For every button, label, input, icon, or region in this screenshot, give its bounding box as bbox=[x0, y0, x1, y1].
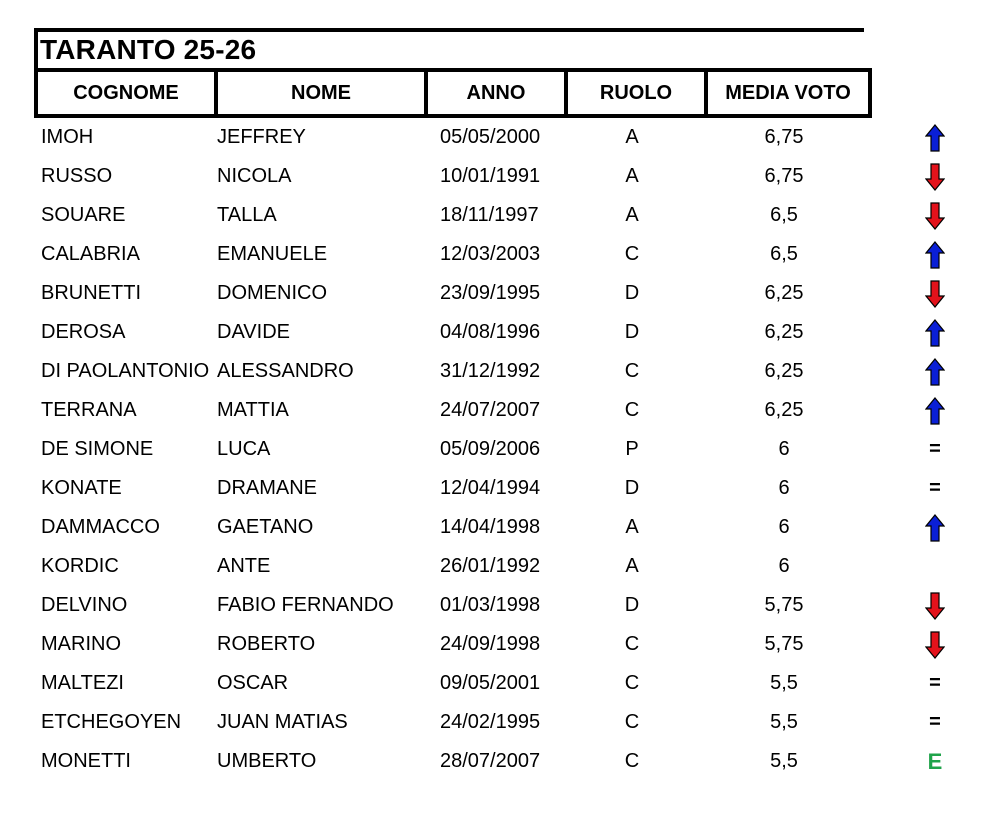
anno-cell: 01/03/1998 bbox=[440, 594, 541, 616]
media-voto-cell: 6,5 bbox=[770, 204, 798, 226]
table-row bbox=[0, 469, 1001, 508]
new-entry-icon: E bbox=[927, 749, 943, 774]
trend-cell bbox=[910, 664, 960, 703]
anno-cell: 26/01/1992 bbox=[440, 555, 541, 577]
cognome-cell: MONETTI bbox=[41, 750, 131, 772]
trend-cell bbox=[910, 391, 960, 430]
table-row bbox=[0, 508, 1001, 547]
trend-cell bbox=[910, 625, 960, 664]
anno-cell: 09/05/2001 bbox=[440, 672, 541, 694]
trend-cell bbox=[910, 235, 960, 274]
up-arrow-icon bbox=[925, 514, 945, 542]
cognome-cell: CALABRIA bbox=[41, 243, 140, 265]
nome-cell: DAVIDE bbox=[217, 321, 290, 343]
ruolo-cell: A bbox=[625, 165, 639, 187]
media-voto-cell: 6 bbox=[778, 477, 790, 499]
table-row bbox=[0, 625, 1001, 664]
ruolo-cell: C bbox=[624, 750, 640, 772]
table-row bbox=[0, 391, 1001, 430]
media-voto-cell: 6,25 bbox=[764, 282, 804, 304]
media-voto-cell: 6,25 bbox=[764, 321, 804, 343]
table-row bbox=[0, 547, 1001, 586]
equal-sign-icon: = bbox=[929, 711, 941, 733]
ruolo-cell: D bbox=[624, 282, 640, 304]
anno-cell: 28/07/2007 bbox=[440, 750, 541, 772]
nome-cell: TALLA bbox=[217, 204, 277, 226]
trend-cell bbox=[910, 274, 960, 313]
header-cognome: COGNOME bbox=[38, 72, 218, 114]
media-voto-cell: 6,75 bbox=[764, 165, 804, 187]
table-header bbox=[34, 68, 872, 118]
trend-cell bbox=[910, 352, 960, 391]
trend-cell bbox=[910, 703, 960, 742]
nome-cell: DRAMANE bbox=[217, 477, 318, 499]
trend-cell bbox=[910, 430, 960, 469]
table-row bbox=[0, 430, 1001, 469]
media-voto-cell: 6,75 bbox=[764, 126, 804, 148]
header-nome: NOME bbox=[218, 72, 428, 114]
anno-cell: 12/04/1994 bbox=[440, 477, 541, 499]
ruolo-cell: A bbox=[625, 126, 639, 148]
table-row bbox=[0, 586, 1001, 625]
anno-cell: 18/11/1997 bbox=[440, 204, 539, 226]
ruolo-cell: A bbox=[625, 204, 639, 226]
ruolo-cell: C bbox=[624, 711, 640, 733]
up-arrow-icon bbox=[925, 397, 945, 425]
trend-cell bbox=[910, 118, 960, 157]
nome-cell: ANTE bbox=[217, 555, 271, 577]
media-voto-cell: 5,5 bbox=[770, 711, 798, 733]
nome-cell: NICOLA bbox=[217, 165, 292, 187]
trend-cell bbox=[910, 196, 960, 235]
table-row bbox=[0, 352, 1001, 391]
media-voto-cell: 5,75 bbox=[764, 594, 804, 616]
cognome-cell: DI PAOLANTONIO bbox=[41, 360, 210, 382]
anno-cell: 24/02/1995 bbox=[440, 711, 541, 733]
nome-cell: JEFFREY bbox=[217, 126, 306, 148]
header-anno: ANNO bbox=[428, 72, 568, 114]
trend-cell bbox=[910, 547, 960, 586]
cognome-cell: BRUNETTI bbox=[41, 282, 141, 304]
nome-cell: OSCAR bbox=[217, 672, 289, 694]
nome-cell: UMBERTO bbox=[217, 750, 317, 772]
cognome-cell: DELVINO bbox=[41, 594, 128, 616]
table-row bbox=[0, 313, 1001, 352]
trend-cell bbox=[910, 586, 960, 625]
ruolo-cell: P bbox=[625, 438, 639, 460]
equal-sign-icon: = bbox=[929, 477, 941, 499]
anno-cell: 31/12/1992 bbox=[440, 360, 541, 382]
cognome-cell: DEROSA bbox=[41, 321, 126, 343]
trend-cell bbox=[910, 742, 960, 781]
anno-cell: 05/05/2000 bbox=[440, 126, 541, 148]
table-row bbox=[0, 196, 1001, 235]
nome-cell: GAETANO bbox=[217, 516, 314, 538]
ruolo-cell: D bbox=[624, 321, 640, 343]
ruolo-cell: A bbox=[625, 555, 639, 577]
table-row bbox=[0, 274, 1001, 313]
ruolo-cell: C bbox=[624, 243, 640, 265]
ruolo-cell: C bbox=[624, 360, 640, 382]
media-voto-cell: 5,5 bbox=[770, 672, 798, 694]
nome-cell: DOMENICO bbox=[217, 282, 327, 304]
up-arrow-icon bbox=[925, 319, 945, 347]
up-arrow-icon bbox=[925, 358, 945, 386]
nome-cell: ALESSANDRO bbox=[217, 360, 354, 382]
nome-cell: ROBERTO bbox=[217, 633, 316, 655]
table-row bbox=[0, 703, 1001, 742]
media-voto-cell: 6,5 bbox=[770, 243, 798, 265]
nome-cell: EMANUELE bbox=[217, 243, 328, 265]
cognome-cell: DAMMACCO bbox=[41, 516, 160, 538]
cognome-cell: SOUARE bbox=[41, 204, 126, 226]
anno-cell: 24/07/2007 bbox=[440, 399, 541, 421]
cognome-cell: ETCHEGOYEN bbox=[41, 711, 182, 733]
anno-cell: 14/04/1998 bbox=[440, 516, 541, 538]
up-arrow-icon bbox=[925, 241, 945, 269]
down-arrow-icon bbox=[925, 631, 945, 659]
ruolo-cell: A bbox=[625, 516, 639, 538]
page-title: TARANTO 25-26 bbox=[40, 34, 257, 65]
ruolo-cell: C bbox=[624, 399, 640, 421]
ruolo-cell: C bbox=[624, 633, 640, 655]
cognome-cell: KORDIC bbox=[41, 555, 119, 577]
anno-cell: 05/09/2006 bbox=[440, 438, 541, 460]
trend-cell bbox=[910, 508, 960, 547]
table-row bbox=[0, 742, 1001, 781]
media-voto-cell: 5,5 bbox=[770, 750, 798, 772]
cognome-cell: MALTEZI bbox=[41, 672, 124, 694]
header-media-voto: MEDIA VOTO bbox=[725, 81, 851, 104]
media-voto-cell: 6 bbox=[778, 516, 790, 538]
media-voto-cell: 5,75 bbox=[764, 633, 804, 655]
header-ruolo: RUOLO bbox=[568, 72, 708, 114]
media-voto-cell: 6 bbox=[778, 555, 790, 577]
trend-cell bbox=[910, 157, 960, 196]
ruolo-cell: C bbox=[624, 672, 640, 694]
equal-sign-icon: = bbox=[929, 672, 941, 694]
table-row bbox=[0, 235, 1001, 274]
down-arrow-icon bbox=[925, 280, 945, 308]
nome-cell: MATTIA bbox=[217, 399, 289, 421]
trend-cell bbox=[910, 469, 960, 508]
cognome-cell: IMOH bbox=[41, 126, 94, 148]
up-arrow-icon bbox=[925, 124, 945, 152]
anno-cell: 04/08/1996 bbox=[440, 321, 541, 343]
media-voto-cell: 6 bbox=[778, 438, 790, 460]
cognome-cell: TERRANA bbox=[41, 399, 137, 421]
down-arrow-icon bbox=[925, 163, 945, 191]
nome-cell: JUAN MATIAS bbox=[217, 711, 348, 733]
anno-cell: 23/09/1995 bbox=[440, 282, 541, 304]
cognome-cell: KONATE bbox=[41, 477, 122, 499]
anno-cell: 10/01/1991 bbox=[440, 165, 541, 187]
media-voto-cell: 6,25 bbox=[764, 360, 804, 382]
nome-cell: FABIO FERNANDO bbox=[217, 594, 394, 616]
media-voto-cell: 6,25 bbox=[764, 399, 804, 421]
ruolo-cell: D bbox=[624, 594, 640, 616]
equal-sign-icon: = bbox=[929, 438, 941, 460]
down-arrow-icon bbox=[925, 592, 945, 620]
table-row bbox=[0, 157, 1001, 196]
ruolo-cell: D bbox=[624, 477, 640, 499]
anno-cell: 12/03/2003 bbox=[440, 243, 541, 265]
cognome-cell: RUSSO bbox=[41, 165, 113, 187]
trend-cell bbox=[910, 313, 960, 352]
table-row bbox=[0, 118, 1001, 157]
nome-cell: LUCA bbox=[217, 438, 271, 460]
cognome-cell: MARINO bbox=[41, 633, 121, 655]
anno-cell: 24/09/1998 bbox=[440, 633, 541, 655]
cognome-cell: DE SIMONE bbox=[41, 438, 154, 460]
table-row bbox=[0, 664, 1001, 703]
down-arrow-icon bbox=[925, 202, 945, 230]
